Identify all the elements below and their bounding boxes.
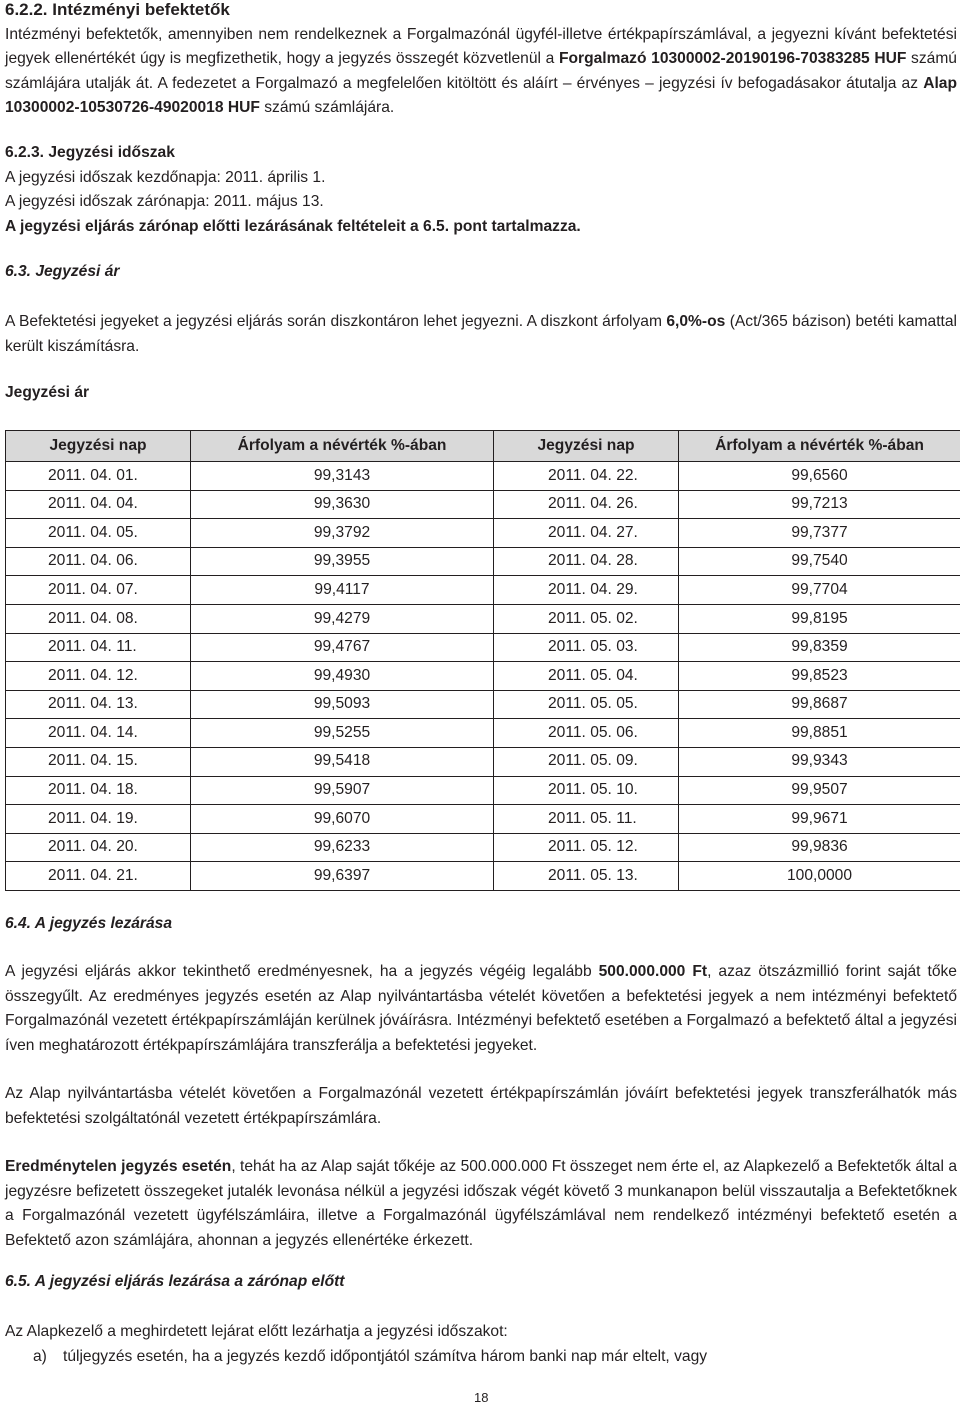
section-heading: 6.4. A jegyzés lezárása bbox=[5, 915, 173, 932]
section-6-4 bbox=[5, 912, 957, 937]
table-row bbox=[6, 862, 960, 891]
cell-date: 2011. 05. 11. bbox=[494, 805, 679, 834]
cell-date: 2011. 05. 02. bbox=[494, 604, 679, 633]
subscription-start: A jegyzési időszak kezdőnapja: 2011. április 1. bbox=[5, 168, 326, 186]
cell-price: 99,6233 bbox=[191, 833, 494, 862]
min-capital: 500.000.000 Ft bbox=[598, 963, 708, 980]
section-6-3 bbox=[5, 260, 957, 285]
table-row bbox=[6, 576, 960, 605]
cell-price: 99,5907 bbox=[191, 776, 494, 805]
cell-date: 2011. 04. 20. bbox=[6, 833, 191, 862]
cell-price: 99,4930 bbox=[191, 662, 494, 691]
cell-price: 99,6397 bbox=[191, 862, 494, 891]
cell-date: 2011. 05. 13. bbox=[494, 862, 679, 891]
table-row bbox=[6, 519, 960, 548]
table-row bbox=[6, 833, 960, 862]
price-table bbox=[5, 430, 960, 891]
section-6-2-2 bbox=[5, 0, 957, 121]
cell-price: 99,6560 bbox=[679, 462, 960, 491]
cell-date: 2011. 04. 12. bbox=[6, 662, 191, 691]
cell-date: 2011. 04. 01. bbox=[6, 462, 191, 491]
cell-price: 99,3792 bbox=[191, 519, 494, 548]
section-6-3-body bbox=[5, 310, 957, 359]
cell-price: 99,5418 bbox=[191, 747, 494, 776]
cell-price: 99,3630 bbox=[191, 490, 494, 519]
table-row bbox=[6, 747, 960, 776]
paragraph: A Befektetési jegyeket a jegyzési eljárás során diszkontáron lehet jegyezni. A diszkont árfolyam 6,0%-os (Act/365 bázison) betéti kamattal került kiszámításra. bbox=[5, 313, 957, 355]
section-6-5 bbox=[5, 1270, 957, 1295]
cell-price: 99,8851 bbox=[679, 719, 960, 748]
account-forgalmazo: Forgalmazó 10300002-20190196-70383285 HUF bbox=[558, 50, 907, 67]
col-header-date-2: Jegyzési nap bbox=[494, 431, 679, 462]
account-alap: Alap 10300002-10530726-49020018 HUF bbox=[5, 74, 957, 116]
table-row bbox=[6, 462, 960, 491]
cell-date: 2011. 04. 06. bbox=[6, 547, 191, 576]
paragraph: A jegyzési eljárás akkor tekinthető eredményesnek, ha a jegyzés végéig legalább 500.000.000 Ft, azaz ötszázmillió forint saját tőke összegyűlt. Az eredményes jegyzés esetén az Alap nyilvántartásba vételét követően a befektetési jegyek a nem intézményi befektető Forgalmazónál vezetett értékpapírszámláján kerülnek jóváírásra. Intézményi befektető esetében a Forgalmazó a befektető által a jegyzési íven meghatározott értékpapírszámlájára transzferálja a befektetési jegyeket. bbox=[5, 963, 957, 1054]
cell-date: 2011. 05. 03. bbox=[494, 633, 679, 662]
price-table-wrapper bbox=[5, 430, 957, 891]
col-header-price-1: Árfolyam a névérték %-ában bbox=[191, 431, 494, 462]
cell-date: 2011. 05. 05. bbox=[494, 690, 679, 719]
cell-price: 99,5255 bbox=[191, 719, 494, 748]
section-6-4-body bbox=[5, 960, 957, 1253]
cell-price: 99,8359 bbox=[679, 633, 960, 662]
cell-price: 99,7540 bbox=[679, 547, 960, 576]
unsuccessful-label: Eredménytelen jegyzés esetén bbox=[5, 1158, 232, 1175]
cell-date: 2011. 04. 13. bbox=[6, 690, 191, 719]
list-text: túljegyzés esetén, ha a jegyzés kezdő időpontjától számítva három banki nap már eltelt, vagy bbox=[63, 1347, 708, 1365]
cell-price: 99,4279 bbox=[191, 604, 494, 633]
table-row bbox=[6, 776, 960, 805]
cell-price: 99,6070 bbox=[191, 805, 494, 834]
cell-date: 2011. 04. 08. bbox=[6, 604, 191, 633]
list-item bbox=[5, 1345, 957, 1370]
cell-price: 99,9507 bbox=[679, 776, 960, 805]
cell-price: 99,4117 bbox=[191, 576, 494, 605]
cell-price: 99,9836 bbox=[679, 833, 960, 862]
cell-date: 2011. 04. 19. bbox=[6, 805, 191, 834]
table-row bbox=[6, 604, 960, 633]
cell-price: 99,7704 bbox=[679, 576, 960, 605]
cell-date: 2011. 04. 04. bbox=[6, 490, 191, 519]
cell-date: 2011. 04. 29. bbox=[494, 576, 679, 605]
cell-date: 2011. 05. 12. bbox=[494, 833, 679, 862]
table-row bbox=[6, 805, 960, 834]
table-row bbox=[6, 690, 960, 719]
cell-date: 2011. 04. 18. bbox=[6, 776, 191, 805]
table-row bbox=[6, 547, 960, 576]
cell-price: 99,8687 bbox=[679, 690, 960, 719]
cell-price: 99,3143 bbox=[191, 462, 494, 491]
cell-date: 2011. 04. 15. bbox=[6, 747, 191, 776]
col-header-price-2: Árfolyam a névérték %-ában bbox=[679, 431, 960, 462]
cell-price: 100,0000 bbox=[679, 862, 960, 891]
cell-date: 2011. 04. 22. bbox=[494, 462, 679, 491]
paragraph: Eredménytelen jegyzés esetén, tehát ha az Alap saját tőkéje az 500.000.000 Ft összeget nem érte el, az Alapkezelő a Befektetők által a jegyzésre befizetett összegeket jutalék levonása nélkül a jegyzési időszak végét követő 3 munkanapon belül visszautalja a Befektetőknek a Forgalmazónál vezetett ügyfélszámláira, illetve a Forgalmazónál ügyfélszámlával nem rendelkező intézményi befektető esetén a Befektető azon számlájára, ahonnan a jegyzés ellenértéke érkezett. bbox=[5, 1158, 957, 1249]
cell-price: 99,3955 bbox=[191, 547, 494, 576]
cell-date: 2011. 05. 09. bbox=[494, 747, 679, 776]
col-header-date-1: Jegyzési nap bbox=[6, 431, 191, 462]
table-row bbox=[6, 633, 960, 662]
cell-date: 2011. 04. 14. bbox=[6, 719, 191, 748]
cell-price: 99,5093 bbox=[191, 690, 494, 719]
cell-date: 2011. 05. 04. bbox=[494, 662, 679, 691]
section-heading: 6.3. Jegyzési ár bbox=[5, 263, 120, 280]
cell-date: 2011. 05. 06. bbox=[494, 719, 679, 748]
cell-price: 99,7377 bbox=[679, 519, 960, 548]
paragraph: Intézményi befektetők, amennyiben nem rendelkeznek a Forgalmazónál ügyfél-illetve értékpapírszámlával, a jegyezni kívánt befektetési jegyek ellenértékét úgy is megfizethetik, hogy a jegyzés összegét közvetlenül a Forgalmazó 10300002-20190196-70383285 HUF számú számlájára utalják át. A fedezetet a Forgalmazó a megfelelően kitöltött és aláírt – érvényes – jegyzési ív befogadásakor átutalja az Alap 10300002-10530726-49020018 HUF számú számlájára. bbox=[5, 25, 957, 116]
cell-price: 99,8523 bbox=[679, 662, 960, 691]
table-row bbox=[6, 719, 960, 748]
cell-price: 99,9343 bbox=[679, 747, 960, 776]
table-row bbox=[6, 490, 960, 519]
cell-date: 2011. 05. 10. bbox=[494, 776, 679, 805]
section-heading: 6.5. A jegyzési eljárás lezárása a zárónap előtt bbox=[5, 1273, 345, 1290]
cell-price: 99,7213 bbox=[679, 490, 960, 519]
section-6-5-body bbox=[5, 1320, 957, 1369]
cell-date: 2011. 04. 07. bbox=[6, 576, 191, 605]
cell-price: 99,9671 bbox=[679, 805, 960, 834]
table-title: Jegyzési ár bbox=[5, 384, 90, 401]
section-heading: 6.2.3. Jegyzési időszak bbox=[5, 144, 175, 161]
cell-date: 2011. 04. 26. bbox=[494, 490, 679, 519]
cell-date: 2011. 04. 27. bbox=[494, 519, 679, 548]
list-label: a) bbox=[33, 1347, 47, 1365]
paragraph: Az Alapkezelő a meghirdetett lejárat előtt lezárhatja a jegyzési időszakot: bbox=[5, 1323, 508, 1340]
page-number: 18 bbox=[474, 1390, 489, 1405]
cell-price: 99,8195 bbox=[679, 604, 960, 633]
table-row bbox=[6, 662, 960, 691]
cell-date: 2011. 04. 21. bbox=[6, 862, 191, 891]
table-header-row bbox=[6, 431, 960, 462]
cell-date: 2011. 04. 11. bbox=[6, 633, 191, 662]
closing-note: A jegyzési eljárás zárónap előtti lezárásának feltételeit a 6.5. pont tartalmazza. bbox=[5, 217, 581, 235]
section-6-2-3 bbox=[5, 141, 957, 239]
cell-date: 2011. 04. 05. bbox=[6, 519, 191, 548]
discount-rate: 6,0%-os bbox=[666, 313, 726, 330]
cell-date: 2011. 04. 28. bbox=[494, 547, 679, 576]
section-heading: 6.2.2. Intézményi befektetők bbox=[5, 0, 230, 19]
paragraph: Az Alap nyilvántartásba vételét követően a Forgalmazónál vezetett értékpapírszámlán jóváírt befektetési jegyek transzferálhatók más befektetési szolgáltatónál vezetett értékpapírszámlára. bbox=[5, 1085, 957, 1127]
cell-price: 99,4767 bbox=[191, 633, 494, 662]
subscription-end: A jegyzési időszak zárónapja: 2011. május 13. bbox=[5, 193, 324, 210]
